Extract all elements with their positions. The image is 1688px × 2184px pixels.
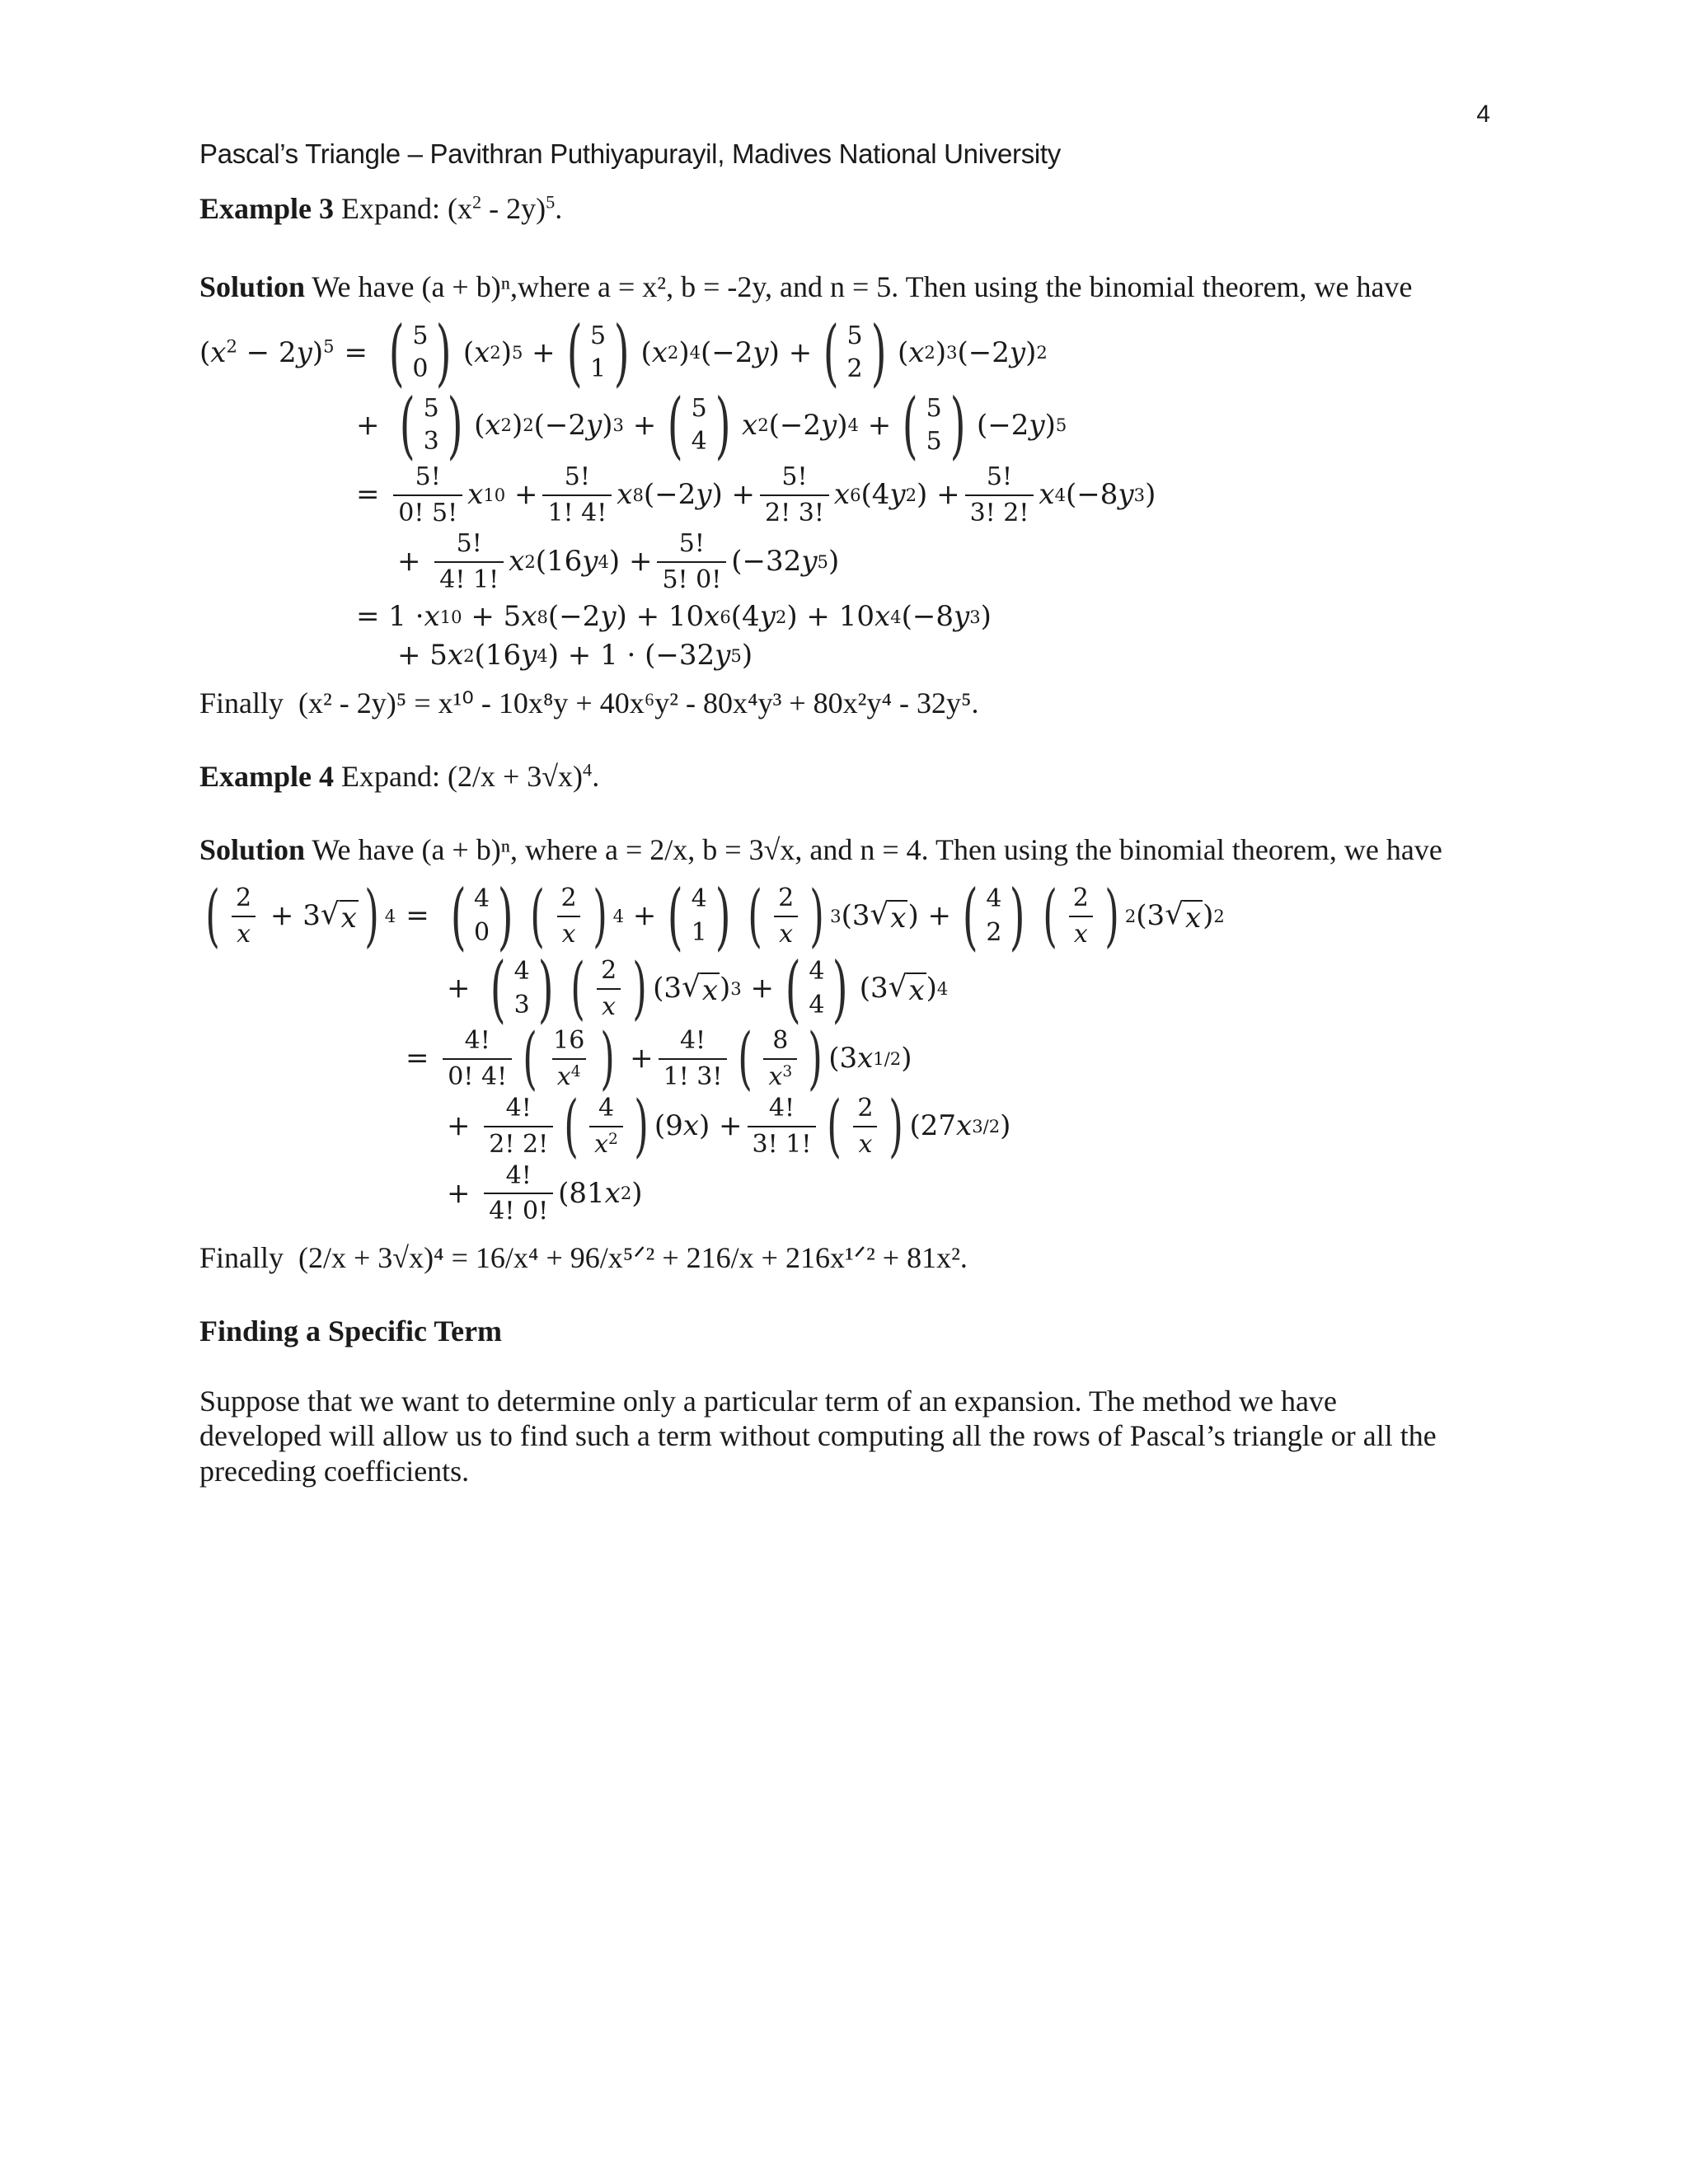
example-3-expand: Expand: [341, 192, 440, 225]
section-body [199, 1384, 1493, 1488]
eq4-line-1: ( $\frac{2}{x}$ + 3 √ x ) 4 = ( 4 0 ) ( $\frac{2}{x}$ ) 4 + ( 4 1 ) ( $\frac{2}{x}$ ) 3 (3 √ x ) + ( 4 2 ) ( $\frac{2}{x}$ ) 2 (3 √ x ) 2 [205, 873, 1225, 958]
eq3-line-1: $(x^2 - 2y)^5$ = ( 5 0 ) ( x 2 ) 5 + ( 5 1 ) ( x 2 ) 4 (−2 y ) + ( 5 2 ) ( x 2 ) 3 (−2 y ) 2 [199, 310, 1048, 396]
example-3-final-label: Finally [199, 686, 284, 719]
example-3-expression: $(x^2 - 2y)^5$. [448, 191, 563, 225]
eq3-line-5: = 1 · x 10 + 5 x 8 (−2 y ) + 10 x 6 (4 y 2 ) + 10 x 4 (−8 y 3 ) [356, 600, 992, 634]
eq3-line-4: + $\frac{5!}{4! 1!}$ x 2 (16 y 4 ) + $\frac{5!}{5! 0!}$ (−32 y 5 ) [397, 529, 840, 594]
section-heading: Finding a Specific Term [199, 1314, 503, 1347]
example-3-statement [199, 191, 1493, 227]
section-body-line-3: preceding coefficients. [199, 1454, 470, 1488]
example-4-equation [199, 873, 1493, 1227]
example-3-solution [199, 269, 1493, 305]
example-4-label: Example 4 [199, 760, 335, 794]
example-3-final-text: (x² - 2y)⁵ = x¹⁰ - 10x⁸y + 40x⁶y² - 80x⁴y³ + 80x²y⁴ - 32y⁵. [298, 686, 979, 719]
example-4-statement [199, 759, 1493, 794]
example-3-equation [199, 310, 1493, 673]
example-4-final-text: (2/x + 3√x)⁴ = 16/x⁴ + 96/x⁵ᐟ² + 216/x + 216x¹ᐟ² + 81x². [298, 1240, 968, 1274]
eq4-line-5: + $\frac{4!}{4! 0!}$ (81 x 2 ) [447, 1160, 643, 1226]
eq3-line-6: + 5 x 2 (16 y 4 ) + 1 · (−32 y 5 ) [397, 639, 753, 673]
example-4-final-label: Finally [199, 1240, 284, 1274]
example-3-solution-label: Solution [199, 270, 306, 304]
eq4-line-2: + ( 4 3 ) ( $\frac{2}{x}$ ) (3 √ x ) 3 + ( 4 4 ) (3 √ x ) 4 [447, 945, 949, 1031]
example-4-solution-label: Solution [199, 833, 306, 867]
example-4-expand: Expand: [341, 760, 440, 794]
example-4-expression: $(2/x + 3√x)^4$. [448, 759, 600, 794]
eq3-line-3: = $\frac{5!}{0! 5!}$ x 10 + $\frac{5!}{1! 4!}$ x 8 (−2 y ) + $\frac{5!}{2! 3!}$ x 6 (4 y 2 ) + $\frac{5!}{3! 2!}$ x 4 (−8 y 3 ) [356, 462, 1156, 527]
section-body-line-1: Suppose that we want to determine only a particular term of an expansion. The method we have [199, 1384, 1337, 1418]
section-body-line-2: developed will allow us to find such a term without computing all the rows of Pascal’s triangle or all the [199, 1419, 1437, 1453]
example-3-solution-text: We have (a + b)ⁿ,where a = x², b = -2y, and n = 5. Then using the binomial theorem, we have [312, 270, 1413, 304]
running-header: Pascal’s Triangle – Pavithran Puthiyapurayil, Madives National University [199, 138, 1061, 169]
eq4-line-3: = $\frac{4!}{0! 4!}$ ( $\frac{16}{x^4}$ ) + $\frac{4!}{1! 3!}$ ( $\frac{8}{x^3}$ ) (3 x 1/2 ) [406, 1019, 912, 1098]
page-content [199, 191, 1493, 1488]
eq4-line-4: + $\frac{4!}{2! 2!}$ ( $\frac{4}{x^2}$ ) (9 x ) + $\frac{4!}{3! 1!}$ ( $\frac{2}{x}$ ) (27 x 3/2 ) [447, 1086, 1011, 1165]
example-3-final [199, 686, 1493, 721]
example-4-final [199, 1240, 1493, 1276]
eq3-line-2: + ( 5 3 ) ( x 2 ) 2 (−2 y ) 3 + ( 5 4 ) x 2 (−2 y ) 4 + ( 5 5 ) (−2 y ) 5 [356, 382, 1067, 468]
example-4-solution [199, 832, 1493, 868]
example-3-label: Example 3 [199, 192, 335, 225]
example-4-solution-text: We have (a + b)ⁿ, where a = 2/x, b = 3√x, and n = 4. Then using the binomial theorem, we have [312, 833, 1442, 867]
page-number: 4 [1476, 101, 1490, 128]
